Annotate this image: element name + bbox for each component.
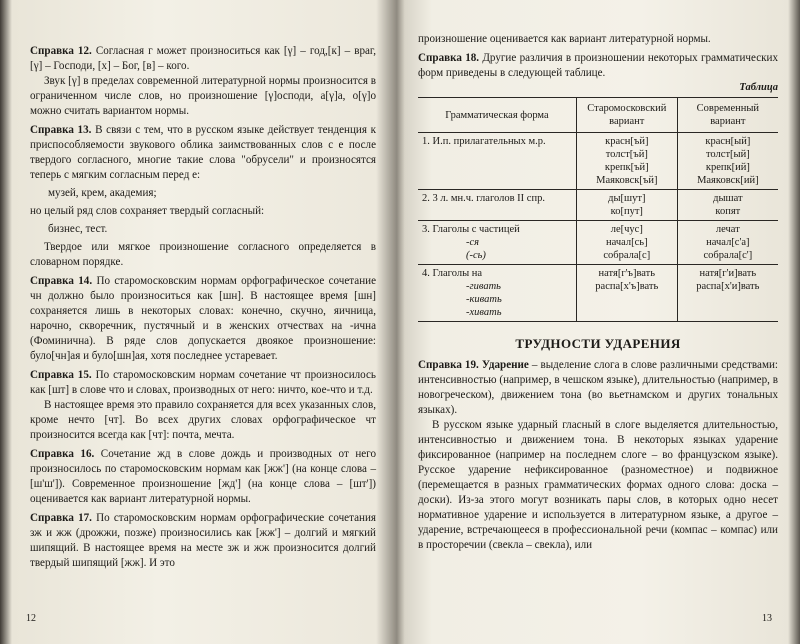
grammatical-subform: -гивать (466, 281, 501, 292)
word-form: ды[шут] (608, 193, 646, 204)
word-form: лечат (715, 224, 740, 235)
example-line: бизнес, тест. (48, 223, 108, 235)
word-form: красн[ъй] (605, 136, 649, 147)
word-form: распа[х'ъ]вать (595, 281, 659, 292)
reference-paragraph (30, 511, 376, 571)
reference-paragraph (30, 274, 376, 364)
reference-18-text: Другие различия в произношении некоторых грамматических форм приведены в следующей таблице. (418, 52, 778, 79)
reference-heading: Справка 15. (30, 369, 92, 381)
left-page-text (30, 44, 376, 571)
reference-text: По старомосковским нормам орфографическое сочетание чн должно было произноситься как [шн]. В настоящее время [шн] сохраняется лишь в некоторых словах: конечно, скучно, яичница, нарочно, скворечник, пустячный и в женских отчествах на -ична (Фоминична). В ряде слов допускается двоякое произношение: було[чн]ая и було[шн]ая, хотя последнее устаревает. (30, 275, 376, 362)
table-cell-form (418, 133, 576, 190)
table-cell-form (418, 265, 576, 322)
table-body (418, 133, 778, 322)
table-cell-old (576, 265, 677, 322)
example-line: музей, крем, академия; (48, 187, 157, 199)
word-form: копят (715, 206, 741, 217)
word-form: ко[пут] (610, 206, 643, 217)
grammatical-subform: -ся (466, 237, 480, 248)
table-cell-old (576, 133, 677, 190)
pronunciation-table (418, 97, 778, 322)
reference-18-heading: Справка 18. (418, 52, 480, 64)
body-paragraph: Звук [γ] в пределах современной литературной нормы произносится в ограниченном числе слов, но произношение [γ]осподи, а[γ]а, о[γ]о можно считать вариантом нормы. (30, 75, 376, 117)
continuation-text: произношение оценивается как вариант литературной нормы. (418, 33, 711, 45)
grammatical-form: 3. Глаголы с частицей (422, 224, 520, 235)
word-form: собрала[с'] (703, 250, 753, 261)
table-row (418, 221, 778, 265)
body-paragraph: Твердое или мягкое произношение согласного определяется в словарном порядке. (30, 241, 376, 268)
reference-19 (418, 358, 778, 418)
table-cell-form (418, 221, 576, 265)
word-form: крепк[ъй] (604, 162, 649, 173)
word-form: Маяковск[ий] (697, 175, 759, 186)
table-cell-new (677, 265, 778, 322)
grammatical-subform: -кивать (466, 294, 502, 305)
word-form: толст[ый] (705, 149, 750, 160)
word-form: Маяковск[ъй] (596, 175, 658, 186)
table-header-old: Старомосковский вариант (576, 98, 677, 133)
reference-text: Сочетание жд в слове дождь и производных от него произносилось по старомосковским нормам как [жж'] (на конце слова – [ш'ш']). Современное произношение [жд'] (на конце слова – [шт']) оценивается как вариант литературной нормы. (30, 448, 376, 505)
right-page-text (418, 32, 778, 553)
table-header-new: Современный вариант (677, 98, 778, 133)
reference-paragraph (30, 123, 376, 183)
word-form: собрала[с] (603, 250, 651, 261)
page-number-left: 12 (26, 613, 36, 624)
reference-18 (418, 51, 778, 81)
reference-heading: Справка 14. (30, 275, 93, 287)
word-form: распа[х'и]вать (696, 281, 760, 292)
reference-heading: Справка 12. (30, 45, 92, 57)
grammatical-form: 1. И.п. прилагательных м.р. (422, 136, 546, 147)
section-title: ТРУДНОСТИ УДАРЕНИЯ (515, 336, 681, 351)
table-cell-new (677, 133, 778, 190)
reference-paragraph (30, 44, 376, 74)
reference-paragraph (30, 447, 376, 507)
page-number-right: 13 (762, 613, 772, 624)
reference-19-text: – выделение слога в слове различными средствами: интенсивностью (например, в чешском языке), длительностью (например, в новогреческом), движением тона (во вьетнамском и других тональных языках). (418, 359, 778, 416)
word-form: толст[ъй] (605, 149, 648, 160)
word-form: крепк[ий] (705, 162, 750, 173)
table-cell-new (677, 190, 778, 221)
right-page (400, 0, 800, 644)
body-paragraph: но целый ряд слов сохраняет твердый согласный: (30, 205, 265, 217)
word-form: натя[г'ъ]вать (598, 268, 656, 279)
word-form: дышат (713, 193, 743, 204)
word-form: начал[сь] (606, 237, 648, 248)
table-header-form: Грамматическая форма (418, 98, 576, 133)
reference-heading: Справка 16. (30, 448, 95, 460)
table-caption: Таблица (739, 82, 778, 93)
word-form: красн[ый] (705, 136, 751, 147)
grammatical-subform: (-сь) (466, 250, 486, 261)
left-page (0, 0, 398, 644)
table-cell-old (576, 221, 677, 265)
body-paragraph: В настоящее время это правило сохраняется для всех указанных слов, кроме нечто [чт]. Во всех других словах орфографическое чт произносится всегда как [чт]: почта, мечта. (30, 399, 376, 441)
table-cell-old (576, 190, 677, 221)
grammatical-form: 2. 3 л. мн.ч. глаголов II спр. (422, 193, 545, 204)
table-row (418, 265, 778, 322)
reference-text: По старомосковским нормам орфографические сочетания зж и жж (дрожжи, позже) произносились как [жж'] – долгий и мягкий шипящий. В настоящее время на месте зж и жж произносится долгий твердый шипящий [жж]. И это (30, 512, 376, 569)
table-row (418, 190, 778, 221)
reference-paragraph (30, 368, 376, 398)
stress-paragraph: В русском языке ударный гласный в слоге выделяется длительностью, интенсивностью и движением тона. В некоторых языках ударение фиксированное (например на последнем слоге – во французском языке). Русское ударение нефиксированное (разноместное) и подвижное (перемещается в разных грамматических формах одного слова: доска – доски). Из-за этого могут возникать пары слов, в которых одно несет нормативное ударение и используется в литературном языке, а другое – ударение, встречающееся в профессиональной речи (компас – компас) или в просторечии (свекла – свекла), или (418, 419, 778, 551)
word-form: ле[чус] (610, 224, 643, 235)
reference-text: По старомосковским нормам сочетание чт произносилось как [шт] в слове что и словах, производных от него: ничто, кое-что и т.д. (30, 369, 376, 396)
reference-text: Согласная г может произноситься как [γ] – год,[к] – враг, [γ] – Господи, [х] – Бог, [в] – кого. (30, 45, 376, 72)
reference-text: В связи с тем, что в русском языке действует тенденция к приспособляемости звукового облика заимствованных слов с е после твердого согласного, многие такие слова "обрусели" и произносятся теперь с мягким согласным перед е: (30, 124, 376, 181)
reference-19-heading: Справка 19. Ударение (418, 359, 529, 371)
word-form: натя[г'и]вать (699, 268, 757, 279)
reference-heading: Справка 17. (30, 512, 92, 524)
table-row (418, 133, 778, 190)
table-cell-form (418, 190, 576, 221)
grammatical-form: 4. Глаголы на (422, 268, 483, 279)
table-header-row (418, 98, 778, 133)
word-form: начал[с'а] (706, 237, 750, 248)
reference-heading: Справка 13. (30, 124, 92, 136)
table-cell-new (677, 221, 778, 265)
grammatical-subform: -хивать (466, 307, 502, 318)
